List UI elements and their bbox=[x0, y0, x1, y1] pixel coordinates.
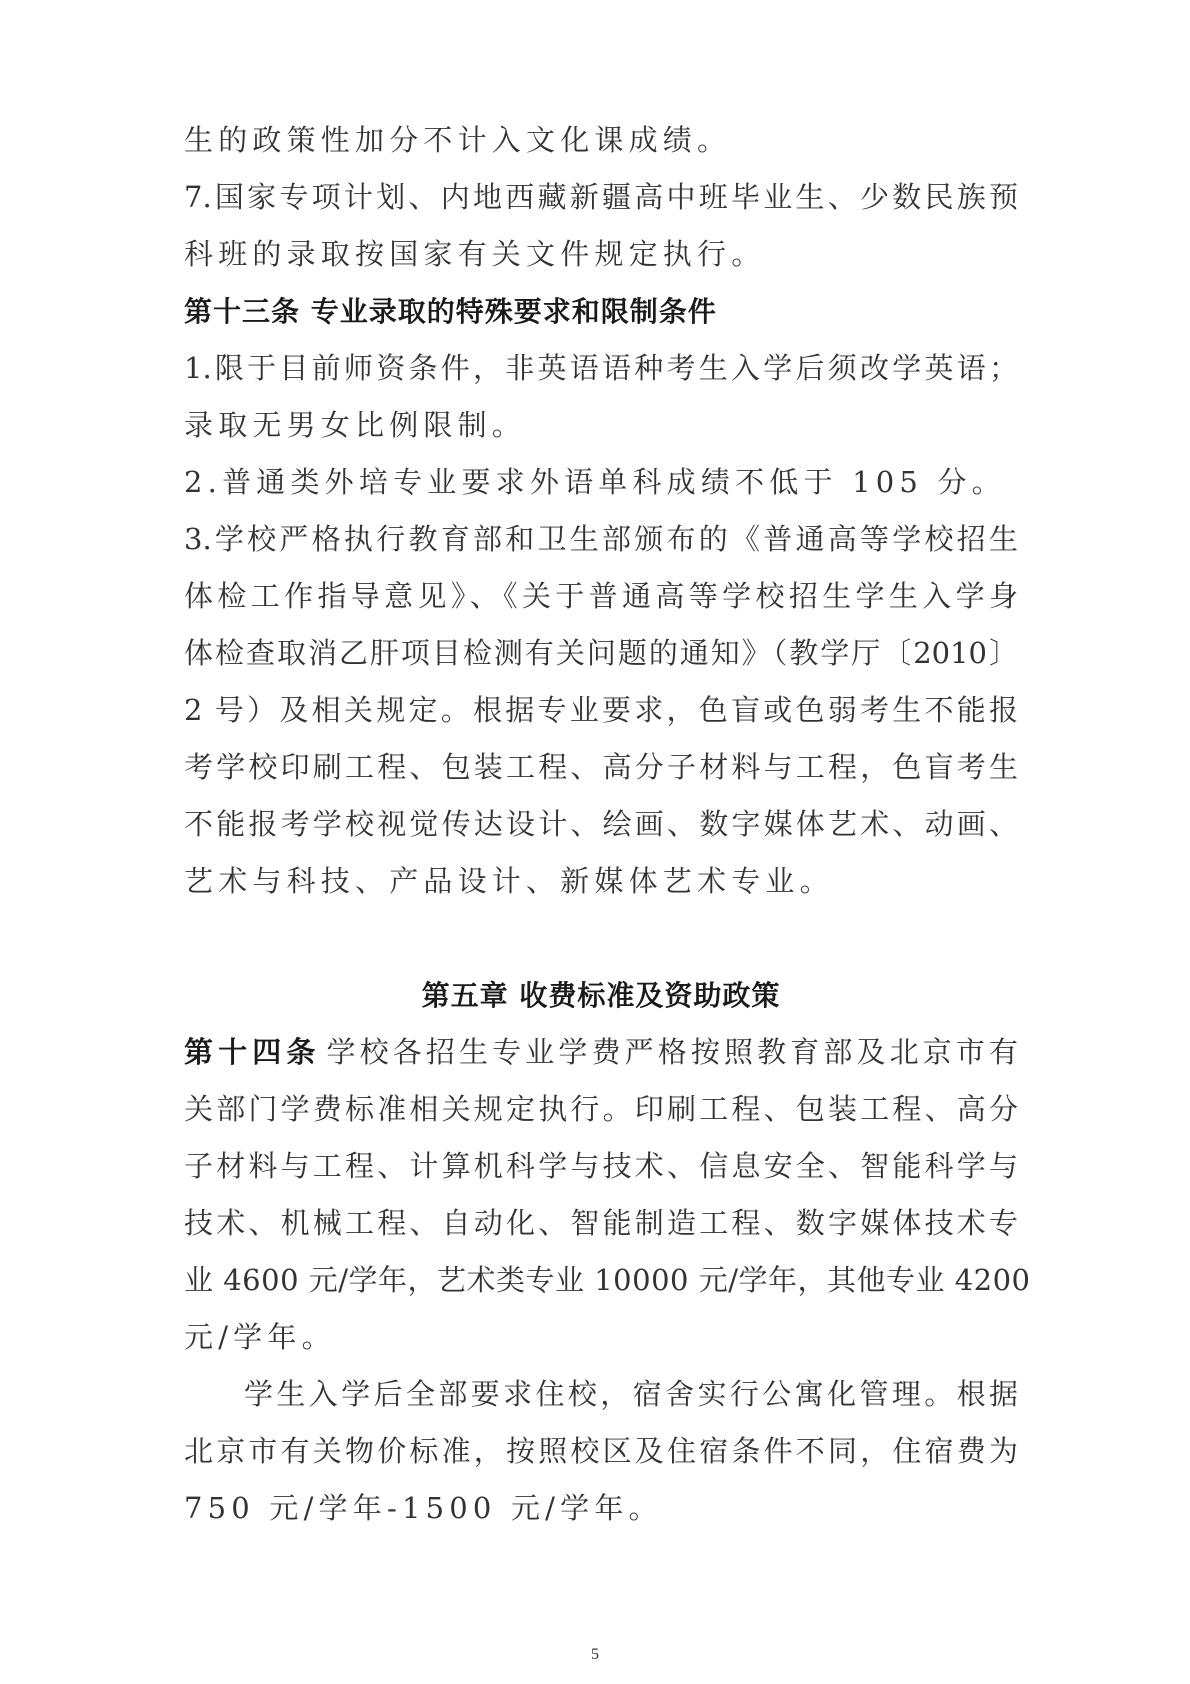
page-content bbox=[184, 112, 1031, 1537]
paragraph-line: 2.普通类外培专业要求外语单科成绩不低于 105 分。 bbox=[184, 465, 1006, 499]
paragraph-line: 不能报考学校视觉传达设计、绘画、数字媒体艺术、动画、 bbox=[184, 807, 1018, 841]
paragraph-line: 录取无男女比例限制。 bbox=[184, 408, 527, 442]
paragraph-line: 北京市有关物价标准，按照校区及住宿条件不同，住宿费为 bbox=[184, 1434, 1018, 1468]
paragraph-line: 1.限于目前师资条件，非英语语种考生入学后须改学英语； bbox=[184, 351, 1018, 385]
paragraph-line: 7.国家专项计划、内地西藏新疆高中班毕业生、少数民族预 bbox=[184, 180, 1018, 214]
paragraph-line: 科班的录取按国家有关文件规定执行。 bbox=[184, 237, 766, 271]
paragraph-line: 艺术与科技、产品设计、新媒体艺术专业。 bbox=[184, 864, 834, 898]
paragraph-line: 元/学年。 bbox=[184, 1320, 336, 1354]
paragraph-line: 生的政策性加分不计入文化课成绩。 bbox=[184, 123, 732, 157]
paragraph-line: 3.学校严格执行教育部和卫生部颁布的《普通高等学校招生 bbox=[184, 522, 1018, 556]
paragraph-line: 体检查取消乙肝项目检测有关问题的通知》（教学厅〔2010〕 bbox=[184, 636, 1018, 670]
chapter-5-title: 第五章 收费标准及资助政策 bbox=[421, 979, 781, 1012]
article-13-heading: 第十三条 专业录取的特殊要求和限制条件 bbox=[184, 295, 717, 328]
section-spacer bbox=[184, 910, 1018, 967]
paragraph-line: 2 号）及相关规定。根据专业要求，色盲或色弱考生不能报 bbox=[184, 693, 1018, 727]
paragraph-line: 体检工作指导意见》、《关于普通高等学校招生学生入学身 bbox=[184, 579, 1018, 613]
paragraph-line: 技术、机械工程、自动化、智能制造工程、数字媒体技术专 bbox=[184, 1206, 1018, 1240]
paragraph-line: 学生入学后全部要求住校，宿舍实行公寓化管理。根据 bbox=[244, 1377, 1018, 1411]
article-14-text: 学校各招生专业学费严格按照教育部及北京市有 bbox=[326, 1035, 1018, 1069]
paragraph-line: 子材料与工程、计算机科学与技术、信息安全、智能科学与 bbox=[184, 1149, 1018, 1183]
paragraph-line: 业 4600 元/学年，艺术类专业 10000 元/学年，其他专业 4200 bbox=[184, 1263, 1031, 1297]
page-number: 5 bbox=[591, 1646, 599, 1663]
paragraph-line: 750 元/学年-1500 元/学年。 bbox=[184, 1491, 663, 1525]
article-14-first-line bbox=[184, 1024, 1018, 1081]
article-14-lead: 第十四条 bbox=[184, 1035, 321, 1069]
paragraph-line: 关部门学费标准相关规定执行。印刷工程、包装工程、高分 bbox=[184, 1092, 1018, 1126]
paragraph-line: 考学校印刷工程、包装工程、高分子材料与工程，色盲考生 bbox=[184, 750, 1018, 784]
